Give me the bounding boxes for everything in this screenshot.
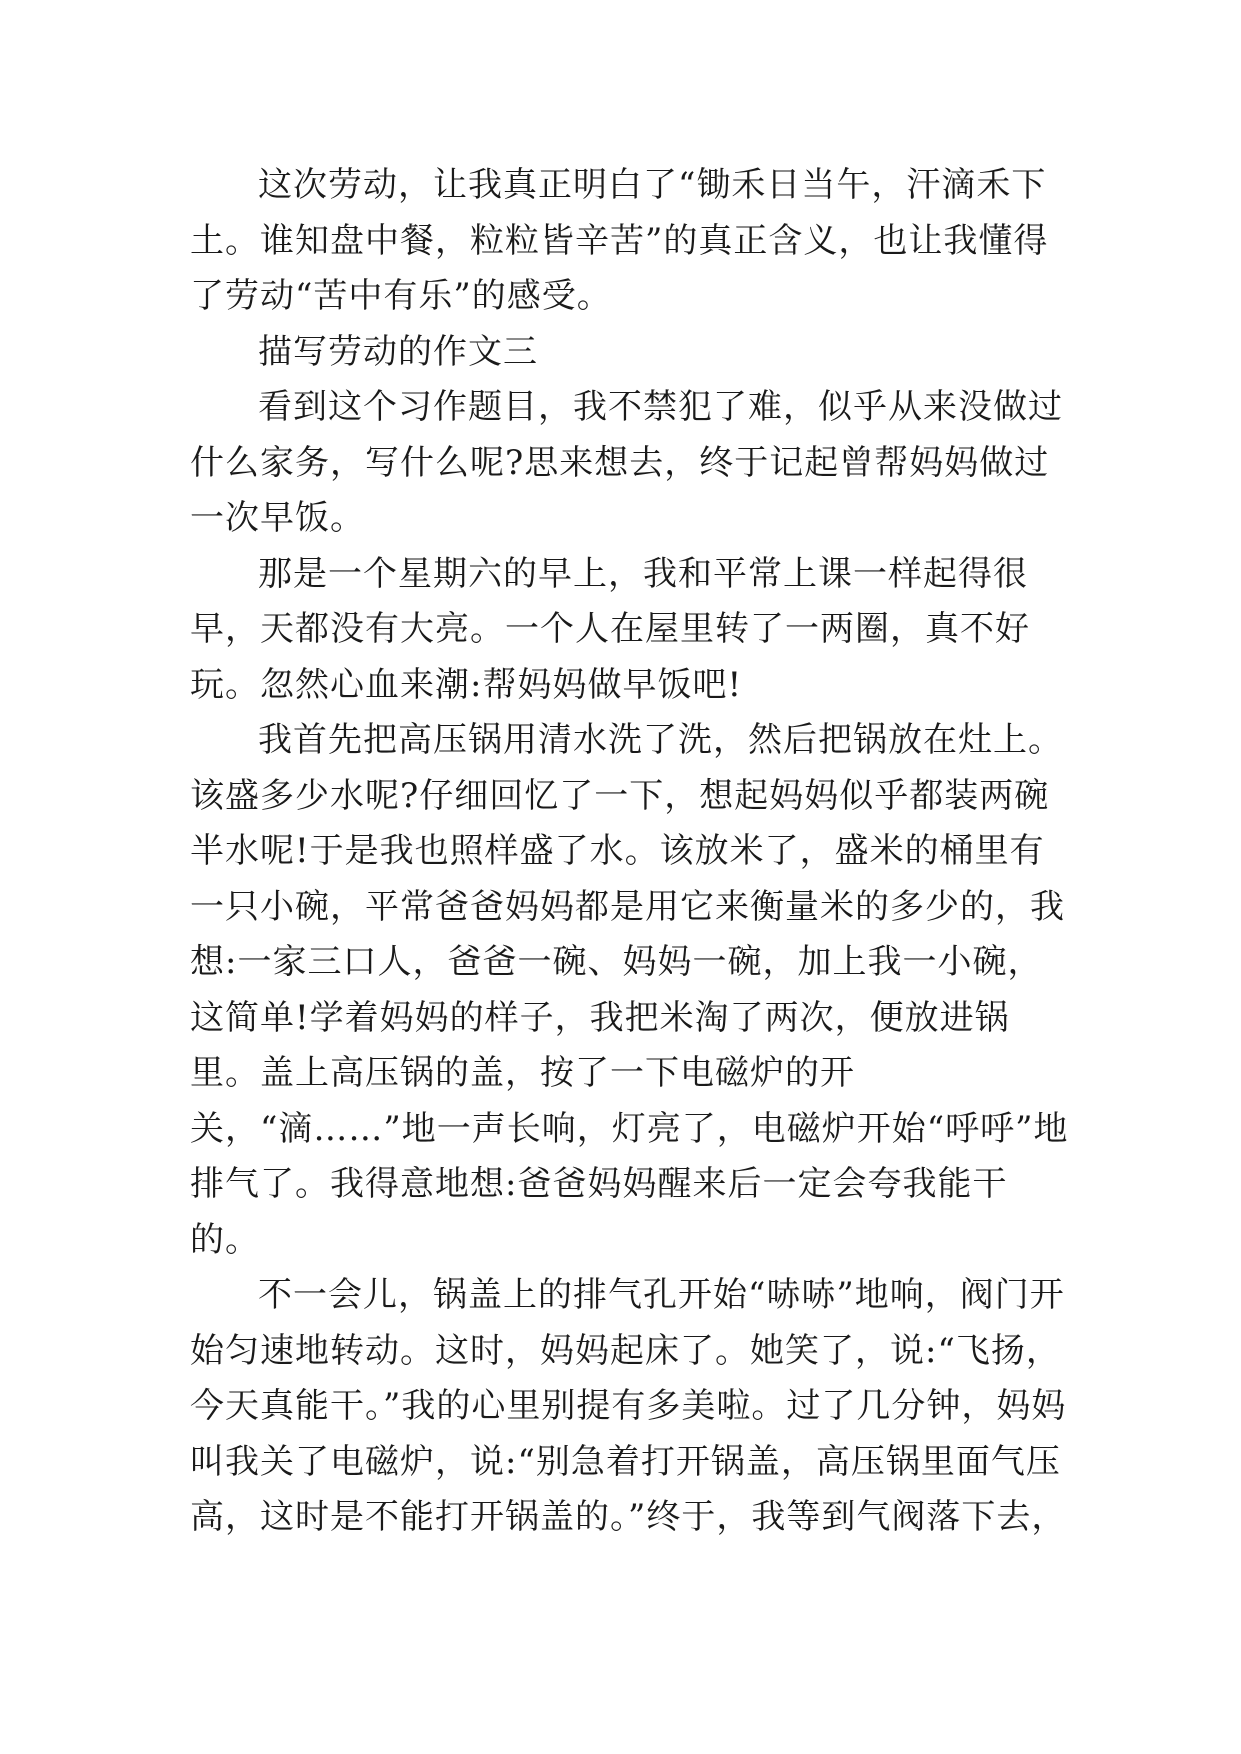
paragraph-3: 那是一个星期六的早上，我和平常上课一样起得很早，天都没有大亮。一个人在屋里转了一两圈，真不好玩。忽然心血来潮:帮妈妈做早饭吧! [190, 553, 1030, 705]
paragraph-5: 不一会儿，锅盖上的排气孔开始“哧哧”地响，阀门开始匀速地转动。这时，妈妈起床了。她笑了，说:“飞扬，今天真能干。”我的心里别提有多美啦。过了几分钟，妈妈叫我关了电磁炉，说:“别急着打开锅盖，高压锅里面气压高，这时是不能打开锅盖的。”终于，我等到气阀落下去， [190, 1275, 1067, 1537]
paragraph-2: 看到这个习作题目，我不禁犯了难，似乎从来没做过什么家务，写什么呢?思来想去，终于记起曾帮妈妈做过一次早饭。 [190, 387, 1063, 538]
paragraph-1: 这次劳动，让我真正明白了“锄禾日当午，汗滴禾下土。谁知盘中餐，粒粒皆辛苦”的真正含义，也让我懂得了劳动“苦中有乐”的感受。 [190, 165, 1049, 316]
paragraph-4: 我首先把高压锅用清水洗了洗，然后把锅放在灶上。该盛多少水呢?仔细回忆了一下，想起妈妈似乎都装两碗半水呢!于是我也照样盛了水。该放米了，盛米的桶里有一只小碗，平常爸爸妈妈都是用它来衡量米的多少的，我想:一家三口人，爸爸一碗、妈妈一碗，加上我一小碗，这简单!学着妈妈的样子，我把米淘了两次，便放进锅里。盖上高压锅的盖，按了一下电磁炉的开关，“滴……”地一声长响，灯亮了，电磁炉开始“呼呼”地排气了。我得意地想:爸爸妈妈醒来后一定会夸我能干的。 [190, 720, 1069, 1260]
section-heading: 描写劳动的作文三 [258, 331, 538, 372]
document-body [190, 158, 1070, 1546]
